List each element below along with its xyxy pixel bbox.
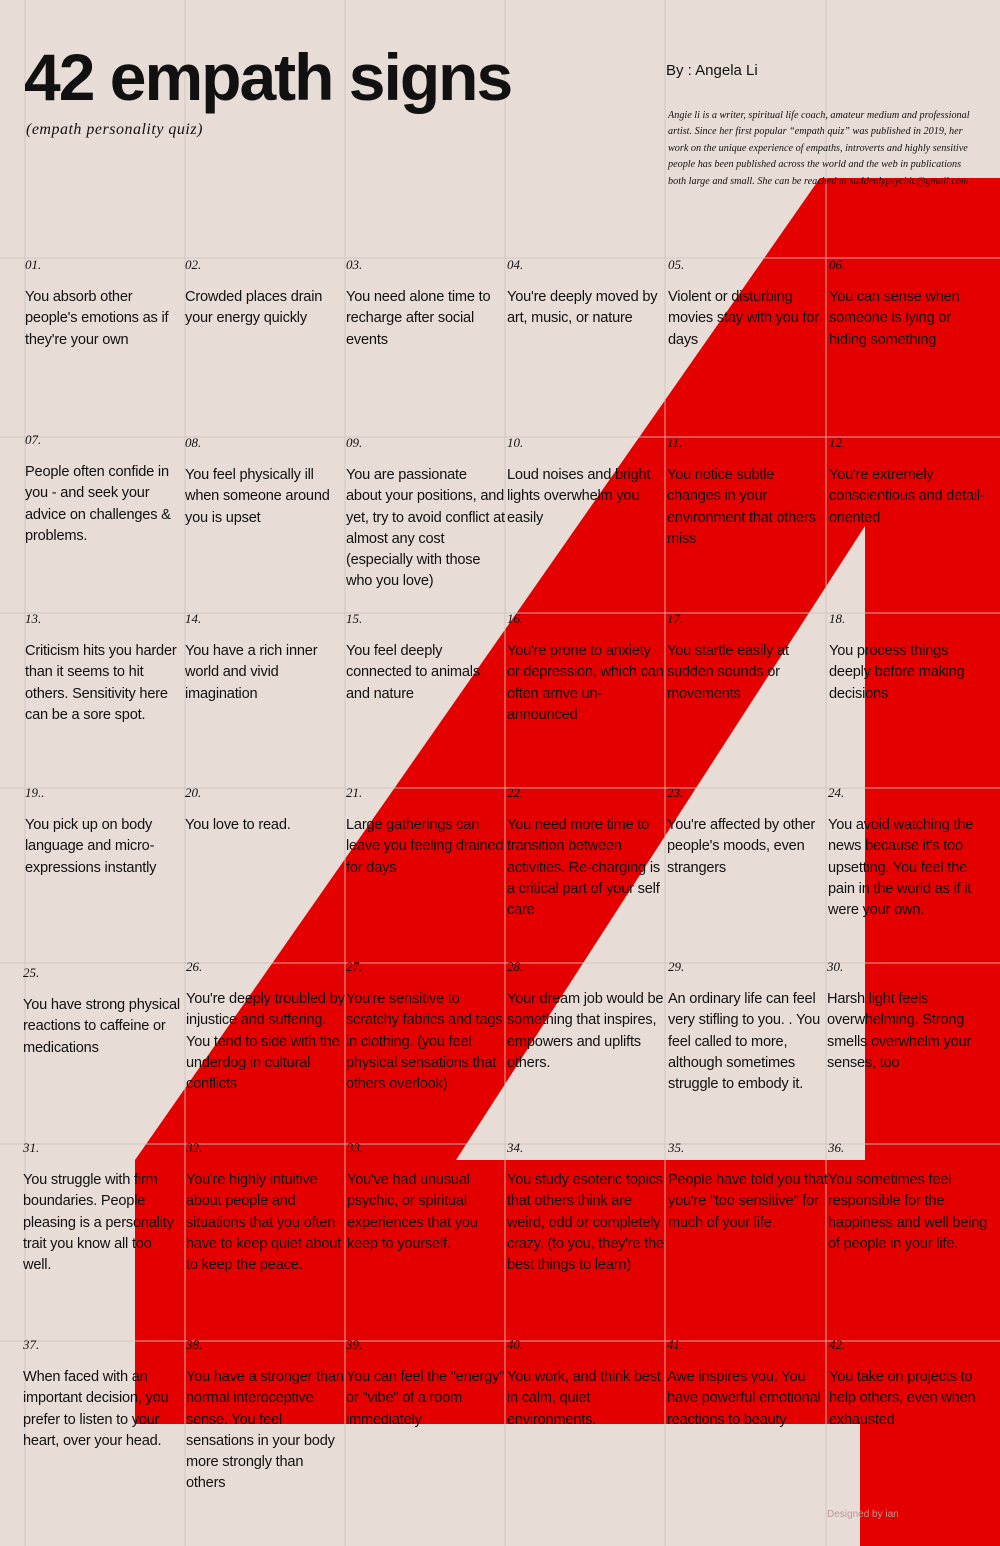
sign-number: 22. (507, 785, 524, 800)
sign-number: 39. (346, 1337, 363, 1352)
sign-item (507, 612, 667, 726)
sign-number: 25. (23, 965, 40, 980)
sign-text: Large gatherings can leave you feeling drained for days (346, 817, 504, 876)
sign-item (346, 612, 506, 705)
sign-number: 29. (668, 959, 685, 974)
author-byline: By : Angela Li (666, 62, 758, 79)
sign-item (186, 1338, 346, 1495)
sign-number: 24. (828, 785, 845, 800)
sign-item (347, 1141, 507, 1255)
sign-text: Criticism hits you harder than it seems to hit others. Sensitivity here can be a sore spot. (25, 643, 177, 723)
sign-item (667, 786, 827, 879)
sign-text: You sometimes feel responsible for the happiness and well being of people in your life. (828, 1172, 988, 1252)
sign-number: 18. (829, 611, 846, 626)
sign-number: 26. (186, 959, 203, 974)
sign-text: You are passionate about your positions, and yet, try to avoid conflict at almost any cost (especially with those who you love) (346, 467, 505, 590)
sign-number: 02. (185, 257, 202, 272)
sign-number: 37. (23, 1337, 40, 1352)
sign-item (827, 960, 987, 1074)
sign-text: You startle easily at sudden sounds or movements (667, 643, 789, 702)
sign-number: 36. (828, 1140, 845, 1155)
sign-item (668, 1141, 828, 1234)
sign-text: You work, and think best in calm, quiet environments. (507, 1369, 661, 1428)
sign-item (23, 966, 183, 1059)
sign-item (23, 1141, 183, 1276)
sign-item (185, 786, 345, 836)
sign-number: 35. (668, 1140, 685, 1155)
author-bio: Angie li is a writer, spiritual life coach, amateur medium and professional artist. Since her first popular “empath quiz” was published in 2019, her work on the unique experience of empaths, introverts and highly sensitive people has been published across the world and the web in publications both large and small. She can be reached at suddenlypsychic@gmail.com (668, 110, 970, 187)
sign-number: 21. (346, 785, 363, 800)
sign-text: You have strong physical reactions to caffeine or medications (23, 997, 180, 1056)
sign-text: You're deeply troubled by injustice and suffering. You tend to side with the underdog in cultural conflicts (186, 991, 345, 1093)
sign-text: You're affected by other people's moods, even strangers (667, 817, 816, 876)
sign-text: You avoid watching the news because it's too upsetting. You feel the pain in the world as if it were your own. (828, 817, 974, 919)
sign-text: Your dream job would be something that inspires, empowers and uplifts others. (507, 991, 664, 1071)
sign-text: You love to read. (185, 817, 291, 833)
sign-number: 04. (507, 257, 524, 272)
sign-item (829, 1338, 989, 1431)
sign-item (185, 258, 345, 330)
sign-item (507, 786, 667, 921)
sign-text: You have a rich inner world and vivid imagination (185, 643, 318, 702)
sign-item (507, 1141, 667, 1276)
sign-text: You take on projects to help others, even when exhausted (829, 1369, 976, 1428)
sign-text: People often confide in you - and seek your advice on challenges & problems. (25, 464, 171, 544)
sign-number: 27. (346, 959, 363, 974)
sign-item (507, 1338, 667, 1431)
sign-number: 30. (827, 959, 844, 974)
sign-text: You can feel the "energy" or "vibe" of a room immediately (346, 1369, 505, 1428)
sign-number: 16. (507, 611, 524, 626)
sign-number: 40. (507, 1337, 524, 1352)
sign-text: You're sensitive to scratchy fabrics and tags in clothing. (you feel physical sensations that others overlook) (346, 991, 503, 1093)
sign-text: You're highly intuitive about people and situations that you often have to keep quiet about to keep the peace. (186, 1172, 342, 1274)
sign-item (507, 258, 667, 330)
sign-text: You need more time to transition between activities. Re-charging is a critical part of your self care (507, 817, 660, 919)
sign-item (346, 258, 506, 351)
sign-item (25, 612, 185, 726)
sign-text: An ordinary life can feel very stifling to you. . You feel called to more, although sometimes struggle to embody it. (668, 991, 820, 1093)
designer-credit: Designed by ian (827, 1509, 899, 1520)
sign-item (185, 436, 345, 529)
sign-text: Awe inspires you. You have powerful emotional reactions to beauty (667, 1369, 821, 1428)
sign-item (668, 960, 828, 1095)
sign-number: 15. (346, 611, 363, 626)
sign-number: 06. (829, 257, 846, 272)
sign-text: You feel deeply connected to animals and nature (346, 643, 480, 702)
sign-number: 19.. (25, 785, 45, 800)
sign-item (828, 786, 988, 921)
sign-item (186, 960, 346, 1095)
sign-item (346, 436, 506, 593)
sign-item (667, 612, 827, 705)
sign-item (828, 1141, 988, 1255)
sign-text: You pick up on body language and micro-expressions instantly (25, 817, 157, 876)
sign-item (25, 786, 185, 879)
sign-item (667, 436, 827, 550)
sign-number: 42. (829, 1337, 846, 1352)
sign-text: You absorb other people's emotions as if they're your own (25, 289, 169, 348)
sign-text: You struggle with firm boundaries. People pleasing is a personality trait you know all too well. (23, 1172, 174, 1274)
sign-text: You notice subtle changes in your environment that others miss (667, 467, 816, 547)
sign-number: 03. (346, 257, 363, 272)
sign-item (507, 960, 667, 1074)
sign-item (667, 1338, 827, 1431)
sign-number: 08. (185, 435, 202, 450)
sign-text: You feel physically ill when someone around you is upset (185, 467, 330, 526)
page-title: 42 empath signs (24, 40, 512, 114)
sign-number: 28. (507, 959, 524, 974)
sign-text: When faced with an important decision, you prefer to listen to your heart, over your head. (23, 1369, 169, 1449)
sign-number: 34. (507, 1140, 524, 1155)
sign-number: 17. (667, 611, 684, 626)
sign-text: You can sense when someone is lying or hiding something (829, 289, 960, 348)
sign-number: 07. (25, 432, 42, 447)
sign-text: You're prone to anxiety or depression, which can often arrive un-announced (507, 643, 664, 723)
sign-number: 13. (25, 611, 42, 626)
sign-text: People have told you that you're "too sensitive" for much of your life. (668, 1172, 828, 1231)
sign-number: 05. (668, 257, 685, 272)
sign-number: 31. (23, 1140, 40, 1155)
sign-item (23, 1338, 183, 1452)
sign-number: 10. (507, 435, 524, 450)
sign-number: 20. (185, 785, 202, 800)
sign-text: You've had unusual psychic, or spiritual experiences that you keep to yourself. (347, 1172, 478, 1252)
sign-item (185, 612, 345, 705)
sign-number: 01. (25, 257, 42, 272)
sign-number: 12. (829, 435, 846, 450)
sign-item (186, 1141, 346, 1276)
sign-number: 33. (347, 1140, 364, 1155)
sign-text: You're extremely conscientious and detail-oriented (829, 467, 985, 526)
sign-number: 38. (186, 1337, 203, 1352)
sign-text: You have a stronger than normal interoceptive sense. You feel sensations in your body more strongly than others (186, 1369, 344, 1492)
page-subtitle: (empath personality quiz) (26, 121, 203, 138)
sign-item (829, 258, 989, 351)
sign-text: Loud noises and bright lights overwhelm you easily (507, 467, 651, 526)
sign-text: You process things deeply before making decisions (829, 643, 965, 702)
sign-text: You need alone time to recharge after social events (346, 289, 491, 348)
sign-text: Crowded places drain your energy quickly (185, 289, 323, 327)
sign-item (346, 960, 506, 1095)
sign-item (507, 436, 667, 529)
sign-text: You study esoteric topics that others think are weird, odd or completely crazy. (to you, they're the best things to learn) (507, 1172, 664, 1274)
sign-item (829, 612, 989, 705)
sign-item (829, 436, 989, 529)
sign-item (25, 433, 185, 547)
sign-text: You're deeply moved by art, music, or nature (507, 289, 658, 327)
sign-text: Harsh light feels overwhelming. Strong smells overwhelm your senses, too (827, 991, 972, 1071)
sign-number: 23. (667, 785, 684, 800)
sign-item (25, 258, 185, 351)
sign-item (668, 258, 828, 351)
sign-item (346, 786, 506, 879)
sign-number: 41. (667, 1337, 684, 1352)
sign-text: Violent or disturbing movies stay with you for days (668, 289, 819, 348)
sign-number: 09. (346, 435, 363, 450)
sign-number: 32. (186, 1140, 203, 1155)
sign-number: 11. (667, 435, 683, 450)
sign-item (346, 1338, 506, 1431)
sign-number: 14. (185, 611, 202, 626)
